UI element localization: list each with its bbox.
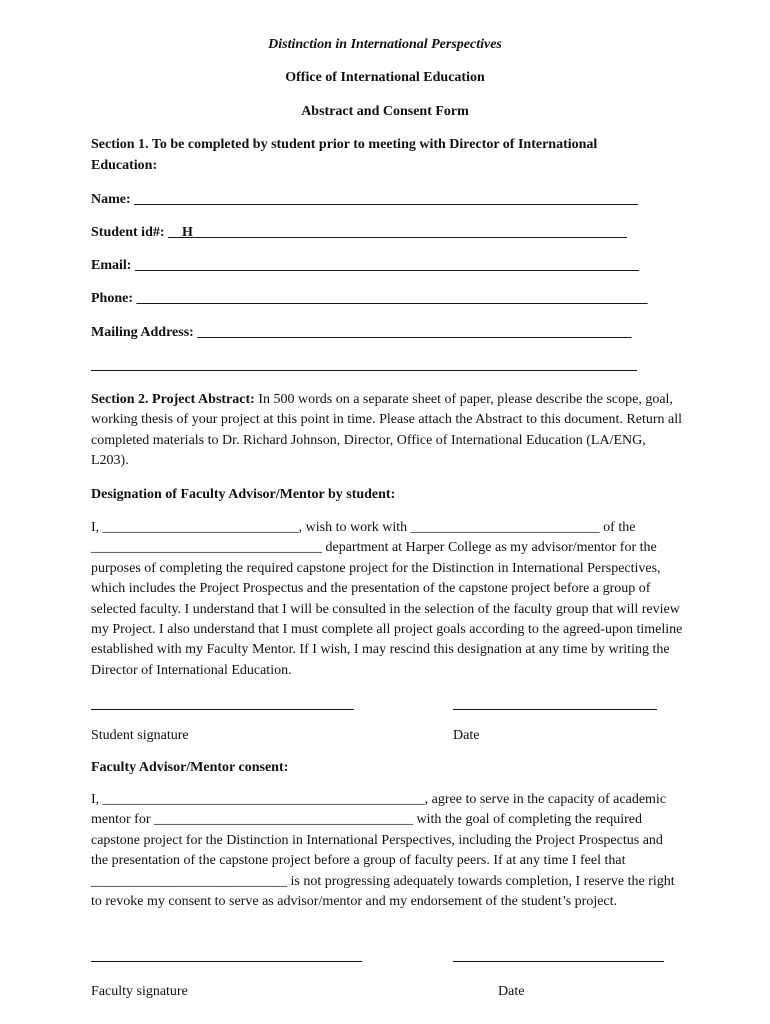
mailing-address-line2[interactable]: ______________________________________________________________________________	[91, 358, 637, 373]
designation-text: I, ____________________________, wish to work with ___________________________ of the _________________________________ department at Harper College as my advisor/mentor for the purposes of completing the required capstone project for the Distinction in International Perspectives, which includes the Project Prospectus and the presentation of the capstone project before a group of selected faculty. I understand that I will be consulted in the selection of the faculty group that will review my Project. I also understand that I must complete all project goals according to the agreed-upon timeline established with my Faculty Mentor. If I wish, I may rescind this designation at any time by writing the Director of International Education.	[91, 520, 683, 678]
phone-blank: _________________________________________________________________________	[136, 291, 648, 306]
student-id-label: Student id#:	[91, 225, 165, 240]
consent-heading: Faculty Advisor/Mentor consent:	[91, 760, 289, 775]
student-id-value: H	[182, 225, 193, 240]
email-label: Email:	[91, 258, 132, 273]
email-blank: ________________________________________________________________________	[134, 258, 639, 273]
student-signature-label: Student signature	[91, 728, 189, 743]
faculty-date-line[interactable]	[453, 961, 664, 962]
student-id-blank: ______________________________________________________________	[192, 225, 627, 240]
phone-label: Phone:	[91, 291, 133, 306]
student-id-field[interactable]	[91, 223, 627, 243]
student-signature-line[interactable]	[91, 709, 354, 710]
section2-text: In 500 words on a separate sheet of paper, please describe the scope, goal, working thesis of your project at this point in time. Please attach the Abstract to this document. Return all completed materials to Dr. Richard Johnson, Director, Office of International Education (LA/ENG, L203).	[91, 392, 682, 469]
mailing-address-field[interactable]	[91, 323, 631, 343]
student-date-label: Date	[453, 728, 480, 743]
name-field[interactable]	[91, 190, 638, 210]
section1-heading-cont: Education:	[91, 158, 158, 173]
faculty-signature-label: Faculty signature	[91, 984, 188, 999]
faculty-signature-line[interactable]	[91, 961, 362, 962]
mailing-address-blank: ______________________________________________________________	[197, 325, 632, 340]
email-field[interactable]	[91, 256, 639, 276]
consent-text: I, ______________________________________________, agree to serve in the capacity of academic mentor for _____________________________________ with the goal of completing the required capstone project for the Distinction in International Perspectives, including the Project Prospectus and the presentation of the capstone project before a group of faculty peers. If at any time I feel that ____________________________ is not progressing adequately towards completion, I reserve the right to revoke my consent to serve as advisor/mentor and my endorsement of the student’s project.	[91, 792, 675, 910]
program-title: Distinction in International Perspectives	[268, 37, 502, 52]
section2-heading: Section 2. Project Abstract:	[91, 392, 255, 407]
form-title: Abstract and Consent Form	[301, 104, 469, 119]
phone-field[interactable]	[91, 289, 648, 309]
designation-heading: Designation of Faculty Advisor/Mentor by student:	[91, 487, 396, 502]
mailing-address-label: Mailing Address:	[91, 325, 194, 340]
section2-paragraph	[91, 390, 683, 472]
name-blank: ________________________________________________________________________	[134, 192, 639, 207]
section1-heading: Section 1. To be completed by student prior to meeting with Director of International	[91, 137, 598, 152]
student-date-line[interactable]	[453, 709, 657, 710]
office-title: Office of International Education	[285, 70, 485, 85]
faculty-date-label: Date	[498, 984, 525, 999]
name-label: Name:	[91, 192, 131, 207]
student-id-prefix: __	[168, 225, 183, 240]
